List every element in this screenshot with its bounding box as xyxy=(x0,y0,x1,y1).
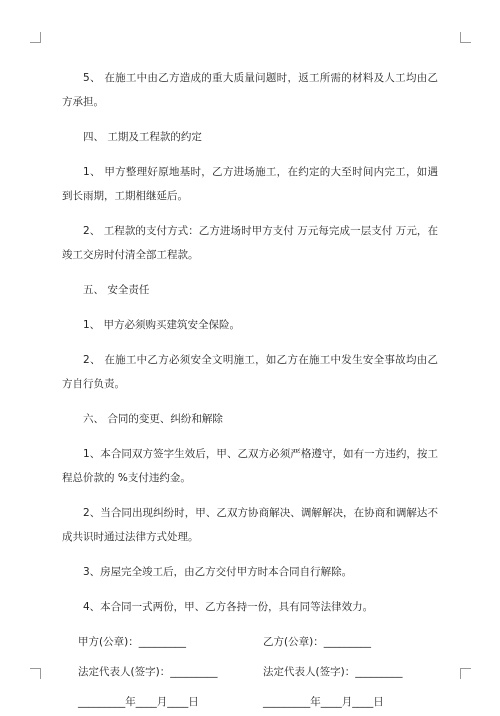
party-b-seal: 乙方(公章)：_________ xyxy=(263,636,371,648)
crop-mark-top-left xyxy=(30,32,41,43)
party-b-representative: 法定代表人(签字)：_________ xyxy=(263,666,403,678)
clause-4-2: 2、 工程款的支付方式：乙方进场时甲方支付 万元每完成一层支付 万元，在竣工交房时付清全部工程款。 xyxy=(62,225,438,261)
clause-3-5: 5、 在施工中由乙方造成的重大质量问题时，返工所需的材料及人工均由乙方承担。 xyxy=(62,72,438,108)
clause-6-3: 3、房屋完全竣工后，由乙方交付甲方时本合同自行解除。 xyxy=(83,566,353,578)
clause-6-4: 4、本合同一式两份，甲、乙方各持一份，具有同等法律效力。 xyxy=(83,601,374,613)
signature-row-date xyxy=(62,690,438,716)
party-a-representative: 法定代表人(签字)：_________ xyxy=(78,666,218,678)
party-b-date: _________年____月____日 xyxy=(263,696,384,708)
section-heading-changes-disputes: 六、 合同的变更、纠纷和解除 xyxy=(83,413,223,425)
signature-row-seal xyxy=(62,630,438,656)
crop-mark-top-right xyxy=(460,32,471,43)
clause-6-2: 2、当合同出现纠纷时，甲、乙双方协商解决、调解解决，在协商和调解达不成共识时通过法律方式处理。 xyxy=(62,507,438,543)
section-heading-safety: 五、 安全责任 xyxy=(83,284,150,296)
crop-mark-bottom-left xyxy=(30,668,41,679)
party-a-date: _________年____月____日 xyxy=(78,696,199,708)
party-a-seal: 甲方(公章)：_________ xyxy=(78,636,186,648)
clause-5-2: 2、 在施工中乙方必须安全文明施工，如乙方在施工中发生安全事故均由乙方自行负责。 xyxy=(62,354,438,390)
clause-4-1: 1、 甲方整理好原地基时，乙方进场施工，在约定的大至时间内完工，如遇到长雨期，工期相继延后。 xyxy=(62,166,438,202)
signature-row-representative xyxy=(62,660,438,686)
document-body xyxy=(62,66,438,716)
section-heading-schedule-payment: 四、 工期及工程款的约定 xyxy=(83,131,202,143)
clause-6-1: 1、本合同双方签字生效后，甲、乙双方必须严格遵守，如有一方违约，按工程总价款的 %支付违约金。 xyxy=(62,448,438,484)
crop-mark-bottom-right xyxy=(460,668,471,679)
clause-5-1: 1、 甲方必须购买建筑安全保险。 xyxy=(83,319,241,331)
